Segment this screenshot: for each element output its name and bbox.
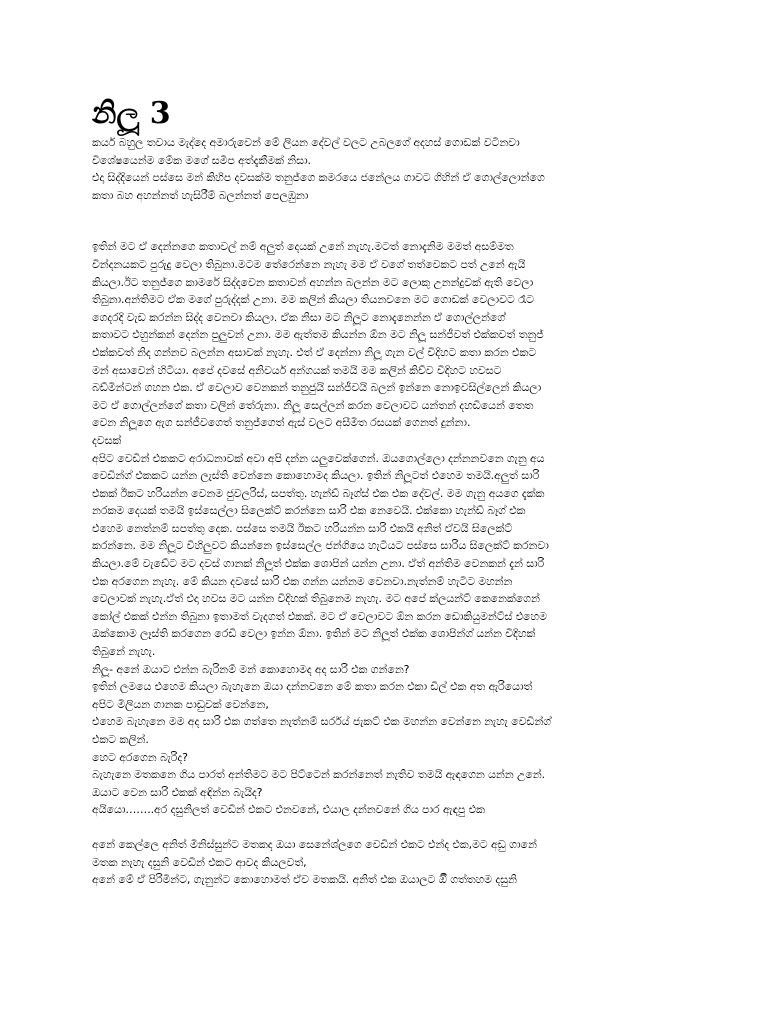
dialogue-line: අයියො……..අර දසුනිලත් වෙඩින් එකට එනවනේ, එයාල දන්නවනේ ගිය පාර ඇඳපු එක xyxy=(92,803,485,817)
intro-paragraph xyxy=(92,134,672,204)
text-line: වෙලාවක් නැහැ.ඒත් එදා හවස මට යන්න විදිහක් තිබුනෙම නැහැ. මට අපේ ක්ලයන්ට් කෙනෙක්ගෙන් xyxy=(92,592,540,606)
text-line: තිබුනා.අන්තිමට ඒක මගේ පුරුද්දක් උනා. මම කලින් කියලා තියනවනෙ මට ගොඩක් වෙලාවට රෑට xyxy=(92,293,534,307)
dialogue-line: නිලූ- අනේ ඔයාට එන්න බැරිනම් මන් කොහොමද අද සාරි එක ගන්නෙ? xyxy=(92,662,410,676)
text-line: තිබුනේ නැහැ. xyxy=(92,645,156,659)
dialogue-line: ඔයාට වෙන සාරි එකක් අඳින්න බැයිද? xyxy=(92,785,263,799)
document-title: නිලූ 3 xyxy=(92,96,171,131)
dialogue-line: එකට කලින්. xyxy=(92,733,149,746)
body-paragraph xyxy=(92,238,672,819)
text-line: වෙඩින්ග් එකකට යන්න ලැස්ති වෙන්නෙ කොහොමද කියලා. ඉතින් නිලූටත් එහෙම තමයි.අලුත් සාරි xyxy=(92,469,540,483)
text-line: කතාවට එහුන්කන් දෙන්න පුලුවන් උනා. මම ඇත්තම කියන්න ඕන මට නිලූ සන්ජීවත් එක්කවත් තනුජ් xyxy=(92,328,544,342)
dialogue-line: ඉතින් ලමයෙ එහෙම කියලා බැහැනෙ ඔයා දන්නවනෙ මේ කතා කරන එකා ඩීල් එක අත ඇරියොත් xyxy=(92,680,533,694)
text-line: බඩ්මින්ටන් ගහන එක. ඒ වෙලාව වෙනකන් තනුජුයි සන්ජීවයි බලන් ඉන්නෙ නොඉවසිල්ලෙන් කියලා xyxy=(92,381,542,395)
text-line: නරකම දෙයක් තමයි ඉස්සෙල්ලා සිලෙක්ට් කරන්නෙ සාරි එක නෙවෙයි. එක්කො හැන්ඩ් බෑග් එක xyxy=(92,504,526,518)
text-line: ඉතින් මට ඒ දෙන්නගෙ කතාවල් නම් අලුත් දෙයක් උනේ නැහැ.මටත් නොදැනිම මමත් අසම්මත xyxy=(92,240,514,254)
text-line: වින්දනයකට පුරුදු වෙලා තිබුනා.මටම තේරෙන්නෙ නැහැ මම ඒ වගේ තත්වෙකට පත් උනේ ඇයි xyxy=(92,257,526,271)
dialogue-line: බැහැනෙ මතකනෙ ගිය පාරත් අන්තිමට මට පිට්ටෙන් කරන්නෙත් නැතිව තමයි ඇඳගෙන යන්න උනේ. xyxy=(92,768,546,782)
text-line: මන් අසාවෙන් හිටියා. අපේ දවසේ අනිවර්ය අන්ගයක් තමයි මම කලින් කිව්ව විදිහට හවසට xyxy=(92,363,502,377)
text-line: එක අරගෙන නැහැ. මේ කියන දවසේ සාරි එක ගන්න යන්නම වෙනවා.නැත්නම් හැටිට මහන්න xyxy=(92,574,513,588)
text-line: ගෙදරදි වැඩ කරන්න සිද්ද වෙනවා කියලා. ඒක නිසා මට නිලූට නොදැනෙන්න ඒ ගොල්ලන්ගේ xyxy=(92,310,506,324)
text-line: ඔක්කොම ලෑස්ති කරගෙන රෙඩි වෙලා ඉන්න ඕනා. ඉතින් මට නිලූත් එක්ක ශොපින්ග් යන්න විදිහක් xyxy=(92,627,536,641)
text-line: අනේ මේ ඒ පිරිමින්ට, ගැනුන්ට කොහොමත් ඒව මතකයි. අනිත් එක ඔයාලට ඕී ගත්තහම දසුනි xyxy=(92,873,517,887)
text-line: එහෙම නෙත්නම් සපත්තු දෙක. පස්සෙ තමයි ඊකට හරියන්න සාරි එකයි අනිත් ඒවයි සිලෙක්ට් xyxy=(92,521,513,535)
text-line: කියලා.ඊට තනුජ්ගෙ කාමරේ සිද්දවෙන කතාවන් අහන්න බලන්න මට ලොකු උනන්දුවක් ඇති වෙලා xyxy=(92,275,534,289)
paragraph-spacer xyxy=(92,204,672,238)
text-line: කතා බහ අහන්නත් හැසිරීම් බලන්නත් පෙලඹුනා xyxy=(92,188,309,202)
text-line: කියලා.මේ වැඩේට මට දවස් ගානක් නිලූත් එක්ක ශොපින් යන්න උනා. ඒත් අන්තිම වෙනකන් දැන් සාරි xyxy=(92,557,545,571)
dialogue-line: එහෙම බැහැනෙ මම අද සාරි එක ගත්තෙ නැත්නම් සර්රය් ජැකට් එක මහන්න වෙන්නෙ නැහැ වෙඩින්ග් xyxy=(92,715,552,729)
text-line: එකක් ඊකට හරියන්න වෙනම ජුවලරිස්, සපත්තු. හැන්ඩ් බෑග්ස් එක එක දේවල්. මම ගැනු අයගෙ දැක්ක xyxy=(92,486,545,500)
text-line: විශේෂයෙන්ම මේක මගේ සමීප අත්දැකීමක් නිසා. xyxy=(92,153,311,167)
text-line: මතක නැහැ දසුනි වෙඩින් එකට ආවද කියලවත්, xyxy=(92,855,307,869)
text-line: එදා සිද්දියෙන් පස්සෙ මන් කිහිප දවසක්ම තනුජ්ගෙ කමරයෙ ජනේලය ගාවට ගිහින් ඒ ගොල්ලොන්ගෙ xyxy=(92,171,545,185)
text-line: වෙන නිලූගෙ ඇග සන්ජීවගෙත් තනුජ්ගෙත් ඇස් වලට අසීමිත රසයක් ගෙනත් දුන්නා. xyxy=(92,416,471,430)
text-line: මට ඒ ගොල්ලන්ගේ කතා වලින් තේරුනා. නිලූ සෙල්ලන් කරන වෙලාවට යන්තන් දහඩියෙන් තෙත xyxy=(92,398,534,412)
text-line: කර්ය බහුල තවාය මැද්දෙ අමාරුවෙන් මේ ලියන දේවල් වලට උබලගේ අදහස් ගොඩක් වටිනවා xyxy=(92,136,520,149)
closing-paragraph xyxy=(92,836,672,889)
text-line: එක්කවත් නිද ගන්නව බලන්න අසාවක් නැහැ. එත් ඒ දෙන්නා නිලූ ගැන වල් විදිහට කතා කරන එකට xyxy=(92,345,537,359)
text-line: කරන්නෙ. මම නිලූට විහිලුවට කියන්නෙ ඉස්සෙල්ල ජන්ගියෙ හැටියට පස්සෙ සාරිය සිලෙක්ට් කරනවා xyxy=(92,539,549,553)
text-line: කෝල් එකක් එන්න තිබුනා ඉතාමත් වැදගත් එකක්. මට ඒ වෙලාවට ඕන කරන ඩොකියුමන්ට්ස් එහෙම xyxy=(92,609,547,623)
text-line: අනේ කෙල්ලෙ අනිත් මිනිස්සුන්ට මතකද ඔයා සෙනේශ්ලගෙ වෙඩින් එකට එන්ද එක,මට අඩු ගානේ xyxy=(92,837,537,851)
dialogue-line: හෙට අරගෙන බැරිද? xyxy=(92,750,188,764)
section-heading: දවසක් xyxy=(92,433,122,447)
dialogue-line: අපිට මිලියන ගානක පාඩුවක් වෙන්නෙ, xyxy=(92,697,269,711)
text-line: අපිට වෙඩින් එකකට අරාධනාවක් අවා අපි දන්න යලුවෙක්ගෙන්. ඔයගොල්ලො දන්නනවනෙ ගැනු අය xyxy=(92,451,545,465)
paragraph-spacer xyxy=(92,819,672,836)
